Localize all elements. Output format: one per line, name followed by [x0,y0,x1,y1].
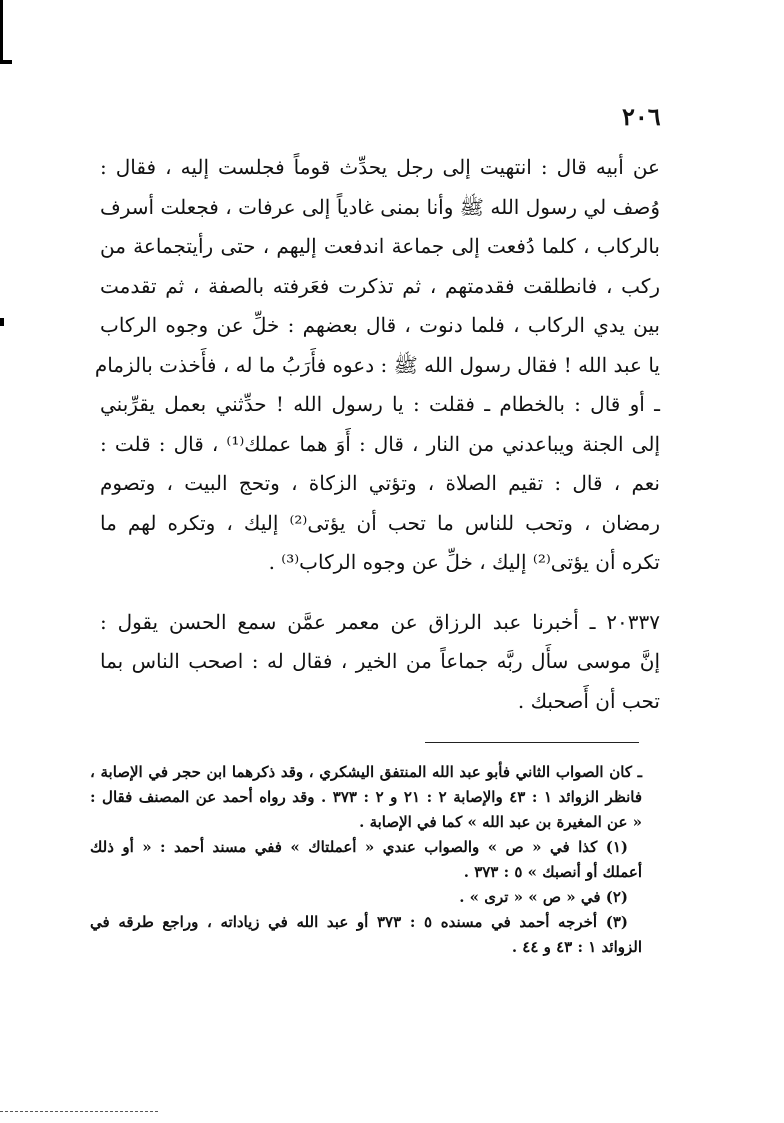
footnote-3: (٣) أخرجه أحمد في مسنده ٥ : ٣٧٣ أو عبد الله في زياداته ، وراجع طرقه في [90,913,629,931]
body-line: بين يدي الركاب ، فلما دنوت ، قال بعضهم : خلِّ عن وجوه الركاب [100,313,660,337]
body-line: رمضان ، وتحب للناس ما تحب أن يؤتى⁽²⁾ إليك ، وتكره لهم ما [100,510,660,535]
hadith-line: ٢٠٣٣٧ ـ أخبرنا عبد الرزاق عن معمر عمَّن سمع الحسن يقول : [100,609,660,634]
body-line: تكره أن يؤتى⁽²⁾ إليك ، خلِّ عن وجوه الركاب⁽³⁾ . [268,550,660,574]
hadith-line: إنَّ موسى سأَل ربَّه جماعاً من الخير ، فقال له : اصحب الناس بما [100,649,661,673]
main-text [94,148,661,721]
scan-edge-mark [0,0,3,62]
footnote-line: أعملك أو أنصبك » ٥ : ٣٧٣ . [463,863,642,881]
paragraph-gap [100,583,660,603]
body-line: يا عبد الله ! فقال رسول الله ﷺ : دعوه فأَرَبُ ما له ، فأَخذت بالزمام [94,352,660,377]
body-line: بالركاب ، كلما دُفعت إلى جماعة اندفعت إليهم ، حتى رأيتجماعة من [100,234,660,258]
body-line: ركب ، فانطلقت فقدمتهم ، ثم تذكرت فعَرفته بالصفة ، ثم تقدمت [100,273,660,298]
hadith-line: تحب أن أَصحبك . [517,688,660,713]
body-line: وُصف لي رسول الله ﷺ وأنا بمنى غادياً إلى عرفات ، فجعلت أسرف [100,194,660,219]
scan-edge-tick [0,60,12,64]
footnote-line: ـ كان الصواب الثاني فأبو عبد الله المنتفق اليشكري ، وقد ذكرهما ابن حجر في الإصابة ، [90,763,642,781]
footnote-2: (٢) في « ص » « ترى » . [459,888,628,906]
footnote-line: فانظر الزوائد ١ : ٤٣ والإصابة ٢ : ٢١ و ٢ : ٣٧٣ . وقد رواه أحمد عن المصنف فقال : [90,788,643,806]
body-line: ـ أو قال : بالخطام ـ فقلت : يا رسول الله ! حدِّثني بعمل يقرِّبني [100,392,660,416]
scan-bottom-dash [0,1111,158,1112]
scan-edge-dot [0,318,4,326]
page-number: ٢٠٦ [622,102,661,131]
footnote-separator [425,742,639,743]
footnote-1: (١) كذا في « ص » والصواب عندي « أعملتاك » ففي مسند أحمد : « أو ذلك [90,838,628,856]
footnote-line: « عن المغيرة بن عبد الله » كما في الإصابة . [359,813,642,831]
body-line: نعم ، قال : تقيم الصلاة ، وتؤتي الزكاة ، وتحج البيت ، وتصوم [100,471,660,495]
body-line: إلى الجنة ويباعدني من النار ، قال : أَوَ هما عملك⁽¹⁾ ، قال : قلت : [100,431,661,456]
footnote-line: الزوائد ١ : ٤٣ و ٤٤ . [511,938,642,956]
footnotes [90,760,642,960]
body-line: عن أبيه قال : انتهيت إلى رجل يحدِّث قوماً فجلست إليه ، فقال : [100,155,660,179]
